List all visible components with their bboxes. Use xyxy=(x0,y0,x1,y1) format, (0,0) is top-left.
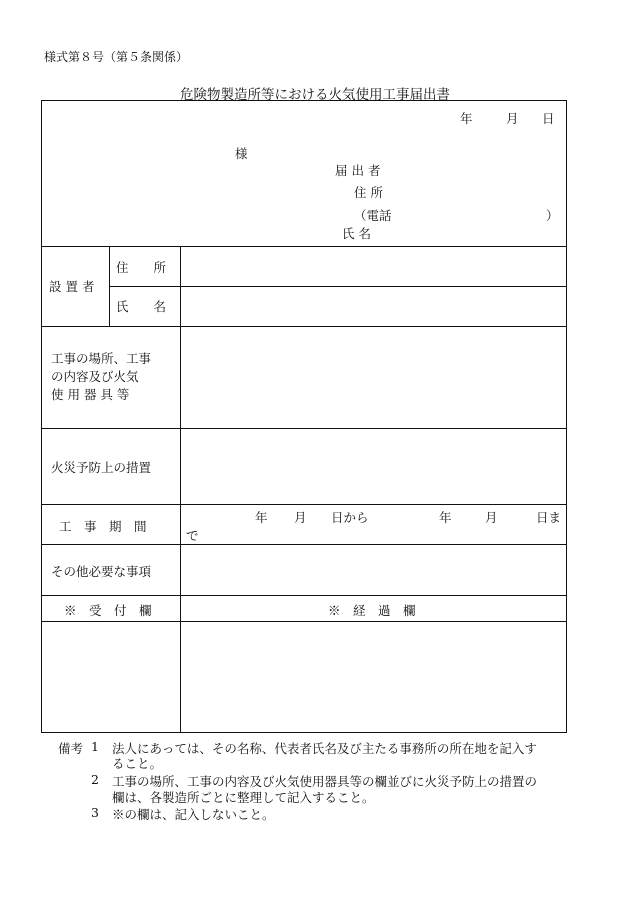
period-start-day: 日から xyxy=(331,510,369,525)
row-divider xyxy=(42,621,566,622)
row-divider xyxy=(109,286,566,287)
row-divider xyxy=(42,595,566,596)
row-divider xyxy=(42,246,566,247)
period-start-month: 月 xyxy=(294,510,307,525)
note-text: 法人にあっては、その名称、代表者氏名及び主たる事務所の所在地を記入す xyxy=(112,741,537,756)
column-divider xyxy=(180,246,181,732)
addressee-label: 様 xyxy=(235,146,248,161)
notifier-phone-close: ） xyxy=(546,208,559,223)
period-end-day: 日ま xyxy=(536,510,562,525)
notifier-phone-label: （電話 xyxy=(354,208,392,223)
period-end-wrap: で xyxy=(186,528,199,543)
row-divider xyxy=(42,326,566,327)
form-number: 様式第８号（第５条関係） xyxy=(44,50,189,64)
work-details-label-line3: 使 用 器 具 等 xyxy=(51,387,130,402)
date-year-label: 年 xyxy=(460,111,473,126)
period-end-year: 年 xyxy=(439,510,452,525)
notifier-address-label: 住 所 xyxy=(354,185,383,200)
form-title: 危険物製造所等における火気使用工事届出書 xyxy=(180,87,450,103)
work-details-label-line2: の内容及び火気 xyxy=(51,369,139,384)
reception-label: ※ 受 付 欄 xyxy=(64,603,152,618)
date-day-label: 日 xyxy=(542,111,555,126)
note-text: ※の欄は、記入しないこと。 xyxy=(112,807,275,822)
other-items-label: その他必要な事項 xyxy=(51,564,152,579)
note-number: 2 xyxy=(91,772,99,787)
period-label: 工 事 期 間 xyxy=(59,519,147,534)
notes-prefix: 備考 xyxy=(58,741,84,756)
fire-prevention-label: 火災予防上の措置 xyxy=(51,460,152,475)
note-number: 1 xyxy=(91,739,99,754)
work-details-label-line1: 工事の場所、工事 xyxy=(51,351,152,366)
progress-label: ※ 経 過 欄 xyxy=(328,603,416,618)
period-end-month: 月 xyxy=(485,510,498,525)
notifier-name-label: 氏 名 xyxy=(342,226,371,241)
row-divider xyxy=(42,428,566,429)
notifier-label: 届 出 者 xyxy=(335,163,381,178)
installer-label: 設 置 者 xyxy=(49,279,95,294)
form-table xyxy=(41,100,567,733)
date-month-label: 月 xyxy=(506,111,519,126)
installer-address-label: 住 所 xyxy=(116,260,167,275)
note-number: 3 xyxy=(91,805,99,820)
installer-name-label: 氏 名 xyxy=(116,299,167,314)
period-start-year: 年 xyxy=(255,510,268,525)
note-text: 欄は、各製造所ごとに整理して記入すること。 xyxy=(112,790,375,805)
note-text: ること。 xyxy=(112,756,163,771)
note-text: 工事の場所、工事の内容及び火気使用器具等の欄並びに火災予防上の措置の xyxy=(112,774,538,789)
row-divider xyxy=(42,504,566,505)
column-divider xyxy=(109,246,110,326)
row-divider xyxy=(42,544,566,545)
